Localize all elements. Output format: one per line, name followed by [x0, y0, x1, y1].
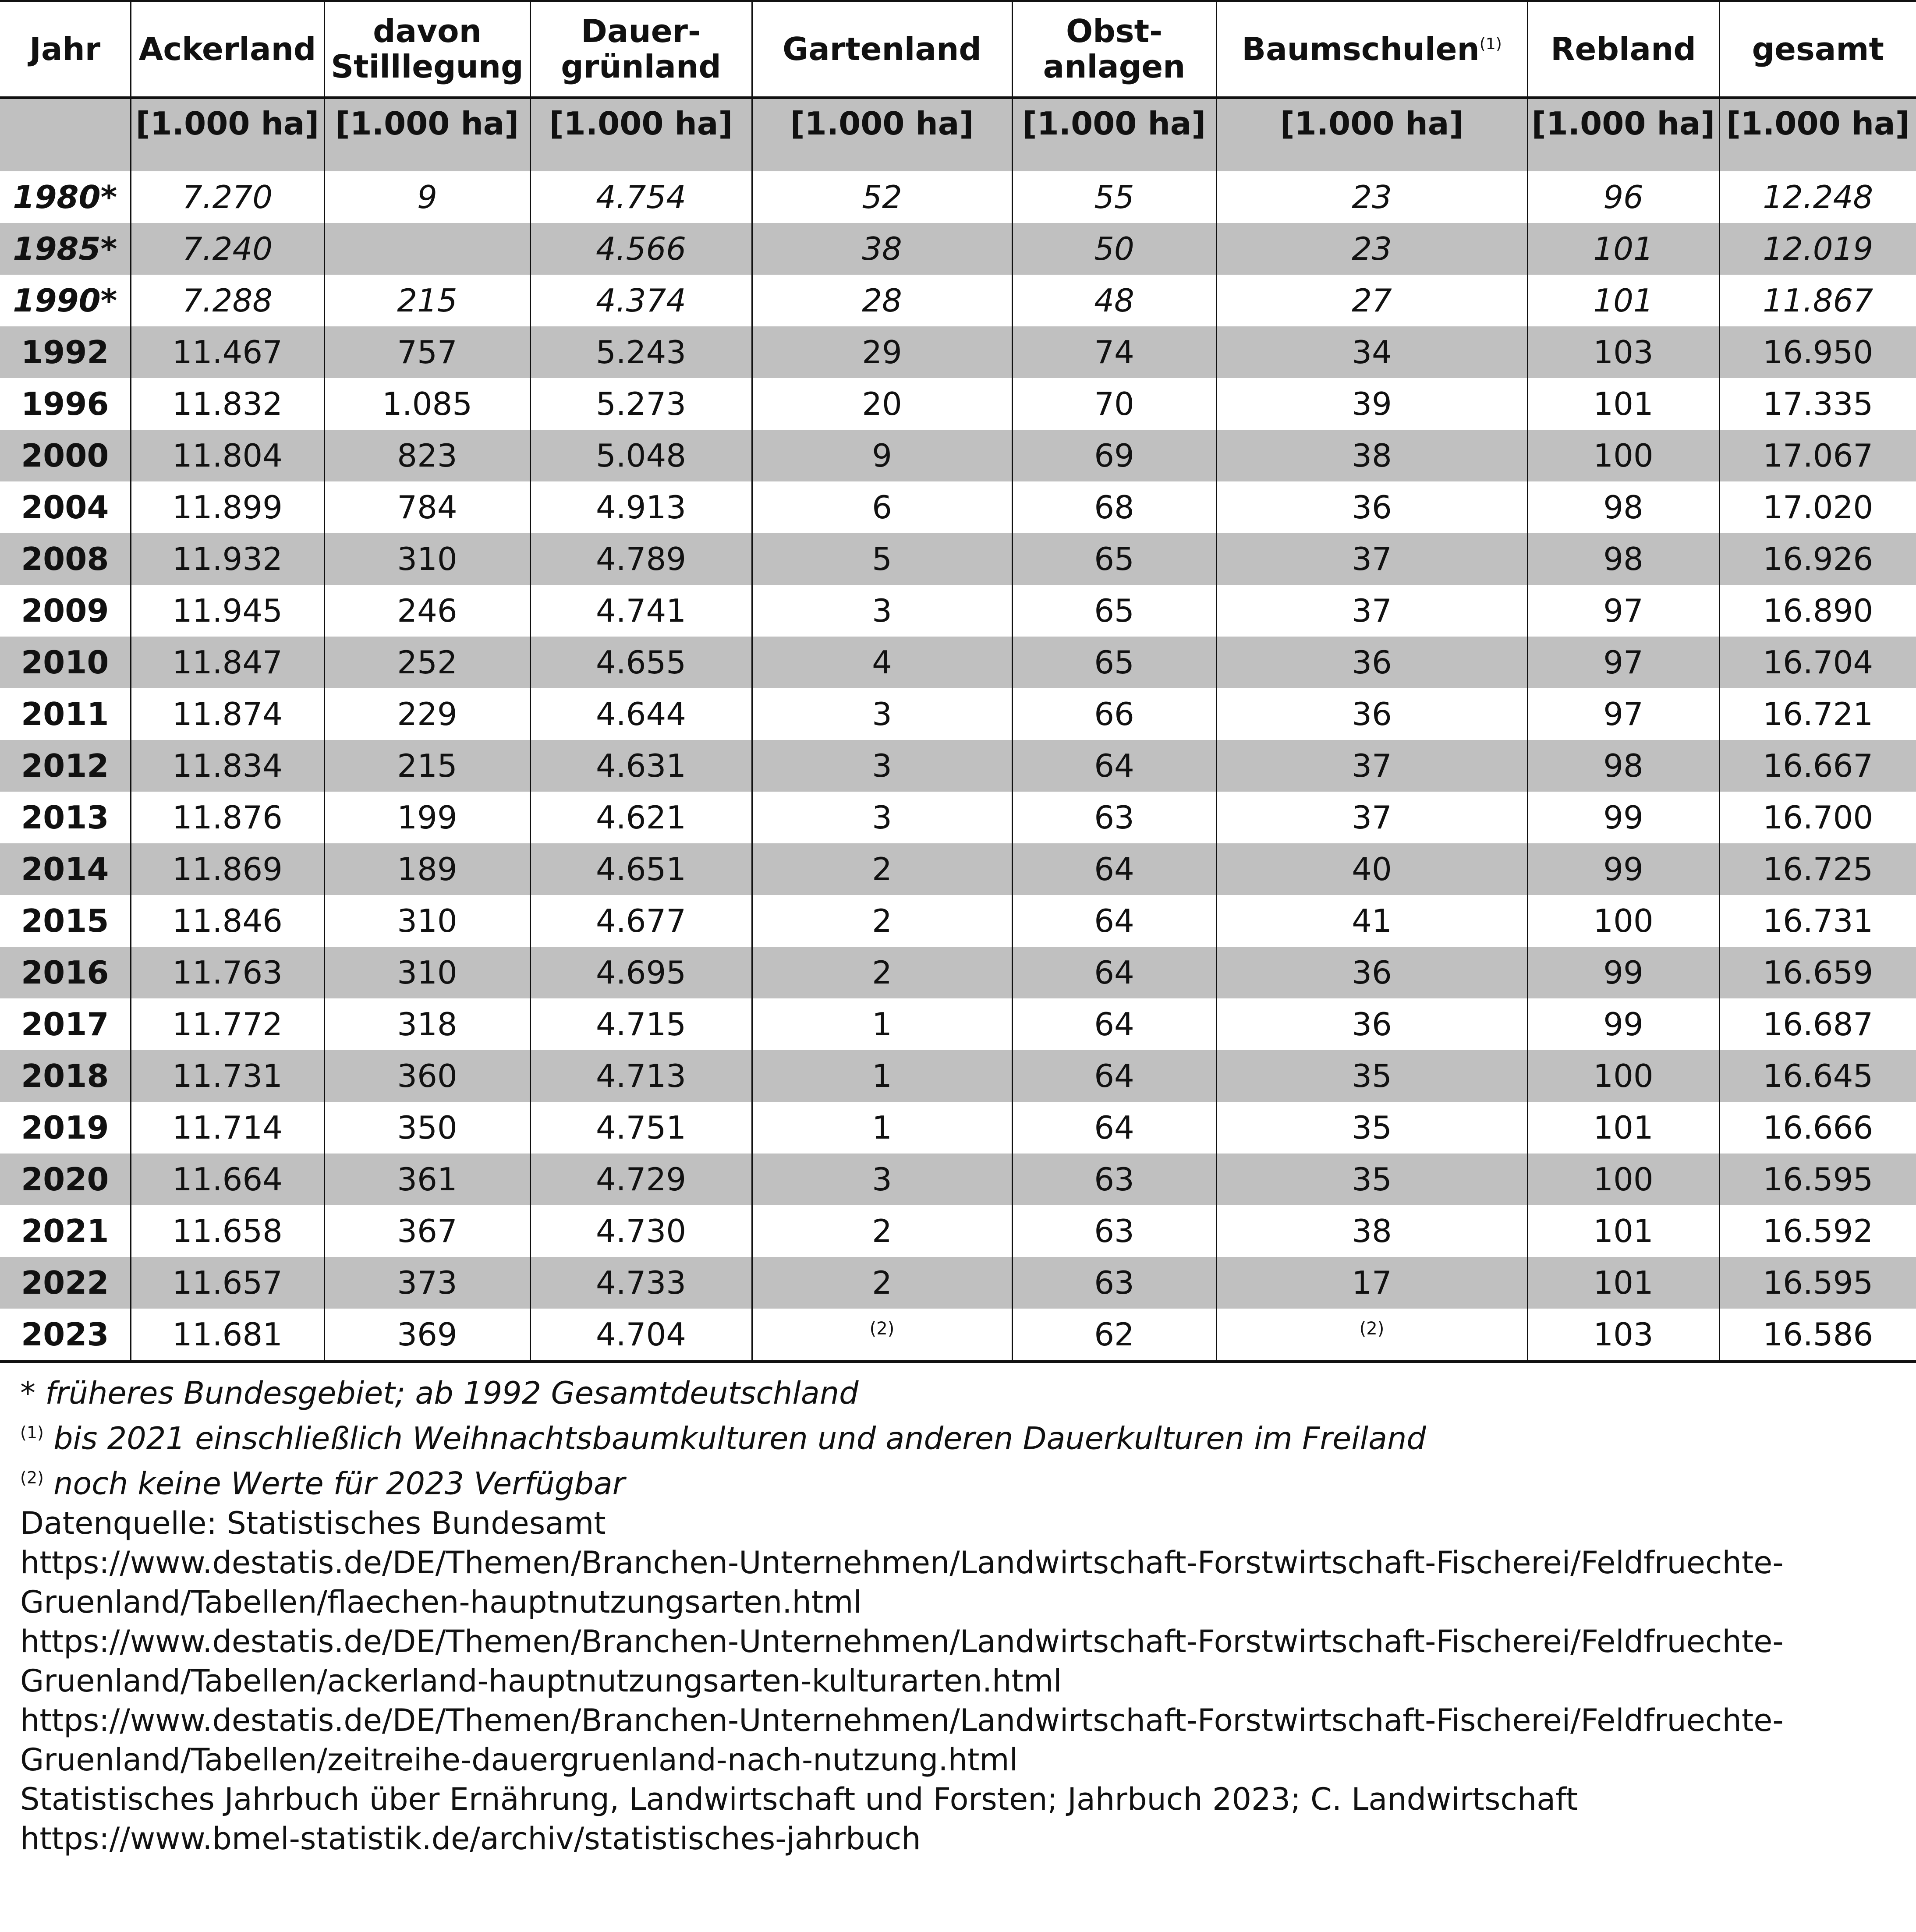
cell-jahr: 1985* — [0, 223, 131, 275]
cell-rebland: 101 — [1527, 223, 1719, 275]
cell-jahr: 2021 — [0, 1205, 131, 1257]
cell-dauergruenland: 4.751 — [530, 1102, 752, 1154]
cell-rebland: 96 — [1527, 171, 1719, 223]
cell-baumschulen: 37 — [1216, 533, 1527, 585]
cell-stilllegung: 215 — [324, 275, 530, 326]
cell-jahr: 2010 — [0, 637, 131, 688]
header-ackerland: Ackerland — [131, 1, 324, 98]
cell-dauergruenland: 5.243 — [530, 326, 752, 378]
cell-dauergruenland: 4.913 — [530, 481, 752, 533]
cell-ackerland: 11.899 — [131, 481, 324, 533]
cell-stilllegung: 310 — [324, 947, 530, 998]
unit-cell: [1.000 ha] — [1527, 98, 1719, 171]
header-gesamt: gesamt — [1719, 1, 1916, 98]
source-line: Gruenland/Tabellen/ackerland-hauptnutzungsarten-kulturarten.html — [20, 1663, 1062, 1699]
header-jahr: Jahr — [0, 1, 131, 98]
cell-stilllegung: 369 — [324, 1309, 530, 1362]
cell-baumschulen: 35 — [1216, 1154, 1527, 1205]
cell-ackerland: 11.874 — [131, 688, 324, 740]
cell-gartenland: 2 — [752, 895, 1012, 947]
footnote-2-mark: (2) — [20, 1468, 44, 1488]
table-row — [0, 637, 1916, 688]
cell-rebland: 100 — [1527, 1050, 1719, 1102]
cell-jahr: 2019 — [0, 1102, 131, 1154]
unit-cell: [1.000 ha] — [1012, 98, 1216, 171]
cell-ackerland: 11.847 — [131, 637, 324, 688]
cell-gesamt: 17.067 — [1719, 430, 1916, 481]
cell-ackerland: 11.681 — [131, 1309, 324, 1362]
cell-jahr: 1996 — [0, 378, 131, 430]
unit-cell — [0, 98, 131, 171]
cell-baumschulen: 37 — [1216, 740, 1527, 792]
cell-rebland: 99 — [1527, 947, 1719, 998]
table-row — [0, 895, 1916, 947]
header-obstanlagen: Obst- anlagen — [1012, 1, 1216, 98]
note-footnote-1 — [20, 1413, 1904, 1458]
unit-cell: [1.000 ha] — [324, 98, 530, 171]
cell-obstanlagen: 63 — [1012, 1257, 1216, 1309]
cell-gesamt: 16.666 — [1719, 1102, 1916, 1154]
cell-stilllegung: 361 — [324, 1154, 530, 1205]
cell-baumschulen: 34 — [1216, 326, 1527, 378]
cell-baumschulen: 39 — [1216, 378, 1527, 430]
table-row — [0, 171, 1916, 223]
table-row — [0, 223, 1916, 275]
cell-ackerland: 7.240 — [131, 223, 324, 275]
cell-baumschulen: 36 — [1216, 998, 1527, 1050]
cell-gesamt: 16.725 — [1719, 843, 1916, 895]
cell-baumschulen: 36 — [1216, 637, 1527, 688]
cell-obstanlagen: 68 — [1012, 481, 1216, 533]
unit-cell: [1.000 ha] — [1719, 98, 1916, 171]
cell-ackerland: 11.876 — [131, 792, 324, 843]
source-line: Statistisches Jahrbuch über Ernährung, Landwirtschaft und Forsten; Jahrbuch 2023; C. Landwirtschaft — [20, 1781, 1578, 1817]
cell-ackerland: 11.932 — [131, 533, 324, 585]
cell-gartenland: 52 — [752, 171, 1012, 223]
cell-obstanlagen: 64 — [1012, 740, 1216, 792]
cell-jahr: 1992 — [0, 326, 131, 378]
cell-gesamt: 16.926 — [1719, 533, 1916, 585]
cell-gartenland: 3 — [752, 740, 1012, 792]
cell-stilllegung: 199 — [324, 792, 530, 843]
cell-obstanlagen: 64 — [1012, 1102, 1216, 1154]
cell-baumschulen: 17 — [1216, 1257, 1527, 1309]
cell-dauergruenland: 4.704 — [530, 1309, 752, 1362]
cell-baumschulen — [1216, 1309, 1527, 1362]
cell-rebland: 100 — [1527, 895, 1719, 947]
cell-dauergruenland: 4.566 — [530, 223, 752, 275]
cell-jahr: 2012 — [0, 740, 131, 792]
cell-baumschulen: 37 — [1216, 585, 1527, 637]
cell-obstanlagen: 70 — [1012, 378, 1216, 430]
cell-ackerland: 11.664 — [131, 1154, 324, 1205]
cell-gartenland: 1 — [752, 1050, 1012, 1102]
cell-dauergruenland: 4.789 — [530, 533, 752, 585]
cell-baumschulen: 38 — [1216, 430, 1527, 481]
cell-jahr: 2023 — [0, 1309, 131, 1362]
cell-rebland: 98 — [1527, 481, 1719, 533]
cell-jahr: 2013 — [0, 792, 131, 843]
cell-rebland: 101 — [1527, 275, 1719, 326]
cell-rebland: 100 — [1527, 430, 1719, 481]
cell-ackerland: 7.288 — [131, 275, 324, 326]
cell-ackerland: 7.270 — [131, 171, 324, 223]
cell-rebland: 100 — [1527, 1154, 1719, 1205]
cell-ackerland: 11.869 — [131, 843, 324, 895]
cell-baumschulen: 27 — [1216, 275, 1527, 326]
cell-obstanlagen: 65 — [1012, 637, 1216, 688]
cell-ackerland: 11.945 — [131, 585, 324, 637]
cell-jahr: 2009 — [0, 585, 131, 637]
cell-gartenland: 3 — [752, 1154, 1012, 1205]
cell-ackerland: 11.804 — [131, 430, 324, 481]
cell-gartenland: 3 — [752, 792, 1012, 843]
cell-rebland: 99 — [1527, 998, 1719, 1050]
cell-gesamt: 16.890 — [1719, 585, 1916, 637]
cell-ackerland: 11.467 — [131, 326, 324, 378]
cell-obstanlagen: 63 — [1012, 792, 1216, 843]
cell-rebland: 101 — [1527, 1102, 1719, 1154]
cell-dauergruenland: 4.651 — [530, 843, 752, 895]
cell-jahr: 2011 — [0, 688, 131, 740]
unit-cell: [1.000 ha] — [752, 98, 1012, 171]
cell-jahr: 1980* — [0, 171, 131, 223]
cell-jahr: 1990* — [0, 275, 131, 326]
table-row — [0, 688, 1916, 740]
cell-baumschulen: 36 — [1216, 688, 1527, 740]
cell-stilllegung: 246 — [324, 585, 530, 637]
cell-dauergruenland: 5.273 — [530, 378, 752, 430]
cell-stilllegung: 252 — [324, 637, 530, 688]
cell-ackerland: 11.834 — [131, 740, 324, 792]
table-row — [0, 326, 1916, 378]
table-row — [0, 947, 1916, 998]
table-row — [0, 533, 1916, 585]
source-line: https://www.destatis.de/DE/Themen/Branchen-Unternehmen/Landwirtschaft-Forstwirtschaft-Fischerei/Feldfruechte- — [20, 1544, 1784, 1581]
cell-gartenland: 1 — [752, 1102, 1012, 1154]
cell-obstanlagen: 64 — [1012, 895, 1216, 947]
cell-obstanlagen: 64 — [1012, 998, 1216, 1050]
table-row — [0, 585, 1916, 637]
cell-obstanlagen: 48 — [1012, 275, 1216, 326]
table-row — [0, 998, 1916, 1050]
cell-gartenland: 20 — [752, 378, 1012, 430]
cell-obstanlagen: 63 — [1012, 1205, 1216, 1257]
cell-gesamt: 16.721 — [1719, 688, 1916, 740]
table-row — [0, 1309, 1916, 1362]
cell-gesamt: 17.335 — [1719, 378, 1916, 430]
header-stilllegung: davon Stilllegung — [324, 1, 530, 98]
table-row — [0, 1102, 1916, 1154]
header-baumschulen: Baumschulen$^{(1)}$ — [1216, 1, 1527, 98]
table-row — [0, 481, 1916, 533]
cell-gesamt: 16.731 — [1719, 895, 1916, 947]
cell-stilllegung: 823 — [324, 430, 530, 481]
unit-row — [0, 98, 1916, 171]
table-row — [0, 1154, 1916, 1205]
header-dauergruenland: Dauer- grünland — [530, 1, 752, 98]
cell-gartenland: 2 — [752, 1257, 1012, 1309]
cell-gartenland: 2 — [752, 1205, 1012, 1257]
cell-rebland: 103 — [1527, 326, 1719, 378]
cell-gesamt: 16.586 — [1719, 1309, 1916, 1362]
cell-jahr: 2020 — [0, 1154, 131, 1205]
cell-gesamt: 16.595 — [1719, 1257, 1916, 1309]
source-line: Gruenland/Tabellen/zeitreihe-dauergruenland-nach-nutzung.html — [20, 1741, 1018, 1778]
cell-gesamt: 12.019 — [1719, 223, 1916, 275]
table-row — [0, 1205, 1916, 1257]
cell-stilllegung: 1.085 — [324, 378, 530, 430]
cell-obstanlagen: 74 — [1012, 326, 1216, 378]
cell-dauergruenland: 4.374 — [530, 275, 752, 326]
cell-obstanlagen: 65 — [1012, 585, 1216, 637]
table-row — [0, 1050, 1916, 1102]
cell-ackerland: 11.763 — [131, 947, 324, 998]
cell-baumschulen: 35 — [1216, 1050, 1527, 1102]
footnote-2-text: noch keine Werte für 2023 Verfügbar — [43, 1465, 625, 1502]
cell-rebland: 103 — [1527, 1309, 1719, 1362]
cell-obstanlagen: 63 — [1012, 1154, 1216, 1205]
footnote-2-marker: (2) — [1359, 1319, 1385, 1339]
cell-dauergruenland: 4.730 — [530, 1205, 752, 1257]
cell-obstanlagen: 62 — [1012, 1309, 1216, 1362]
table-row — [0, 430, 1916, 481]
cell-rebland: 97 — [1527, 585, 1719, 637]
cell-gesamt: 16.687 — [1719, 998, 1916, 1050]
cell-rebland: 99 — [1527, 792, 1719, 843]
cell-baumschulen: 23 — [1216, 171, 1527, 223]
cell-dauergruenland: 4.729 — [530, 1154, 752, 1205]
cell-ackerland: 11.772 — [131, 998, 324, 1050]
cell-rebland: 101 — [1527, 378, 1719, 430]
cell-stilllegung: 757 — [324, 326, 530, 378]
cell-gartenland: 28 — [752, 275, 1012, 326]
cell-gartenland: 9 — [752, 430, 1012, 481]
cell-stilllegung: 318 — [324, 998, 530, 1050]
cell-gesamt: 16.645 — [1719, 1050, 1916, 1102]
cell-dauergruenland: 4.715 — [530, 998, 752, 1050]
cell-stilllegung: 360 — [324, 1050, 530, 1102]
cell-rebland: 101 — [1527, 1205, 1719, 1257]
cell-gesamt: 16.950 — [1719, 326, 1916, 378]
table-row — [0, 792, 1916, 843]
footnote-1-marker: (1) — [1479, 35, 1502, 53]
note-star: * früheres Bundesgebiet; ab 1992 Gesamtdeutschland — [20, 1375, 859, 1411]
cell-ackerland: 11.714 — [131, 1102, 324, 1154]
table-body — [0, 171, 1916, 1362]
footnote-1-text: bis 2021 einschließlich Weihnachtsbaumkulturen und anderen Dauerkulturen im Freiland — [43, 1420, 1426, 1457]
footnote-2-marker: (2) — [869, 1319, 895, 1339]
header-rebland: Rebland — [1527, 1, 1719, 98]
cell-stilllegung: 229 — [324, 688, 530, 740]
cell-ackerland: 11.846 — [131, 895, 324, 947]
cell-gartenland: 29 — [752, 326, 1012, 378]
cell-gartenland: 4 — [752, 637, 1012, 688]
cell-dauergruenland: 4.655 — [530, 637, 752, 688]
cell-dauergruenland: 4.733 — [530, 1257, 752, 1309]
cell-gartenland: 2 — [752, 947, 1012, 998]
cell-gartenland: 6 — [752, 481, 1012, 533]
cell-gesamt: 17.020 — [1719, 481, 1916, 533]
source-line: https://www.bmel-statistik.de/archiv/statistisches-jahrbuch — [20, 1820, 921, 1857]
cell-obstanlagen: 66 — [1012, 688, 1216, 740]
cell-baumschulen: 40 — [1216, 843, 1527, 895]
cell-obstanlagen: 50 — [1012, 223, 1216, 275]
unit-cell: [1.000 ha] — [131, 98, 324, 171]
cell-gartenland: 1 — [752, 998, 1012, 1050]
cell-jahr: 2018 — [0, 1050, 131, 1102]
cell-gartenland: 2 — [752, 843, 1012, 895]
cell-gesamt: 12.248 — [1719, 171, 1916, 223]
cell-dauergruenland: 5.048 — [530, 430, 752, 481]
cell-stilllegung: 367 — [324, 1205, 530, 1257]
cell-rebland: 97 — [1527, 688, 1719, 740]
cell-gesamt: 16.667 — [1719, 740, 1916, 792]
cell-stilllegung: 9 — [324, 171, 530, 223]
footnotes — [20, 1373, 1904, 1858]
cell-stilllegung — [324, 223, 530, 275]
cell-dauergruenland: 4.644 — [530, 688, 752, 740]
table-row — [0, 378, 1916, 430]
cell-ackerland: 11.832 — [131, 378, 324, 430]
cell-rebland: 101 — [1527, 1257, 1719, 1309]
footnote-1-mark: (1) — [20, 1423, 44, 1442]
cell-dauergruenland: 4.741 — [530, 585, 752, 637]
source-line: https://www.destatis.de/DE/Themen/Branchen-Unternehmen/Landwirtschaft-Forstwirtschaft-Fischerei/Feldfruechte- — [20, 1623, 1784, 1660]
cell-gesamt: 16.659 — [1719, 947, 1916, 998]
unit-cell: [1.000 ha] — [1216, 98, 1527, 171]
source-label: Datenquelle: Statistisches Bundesamt — [20, 1505, 606, 1541]
cell-jahr: 2004 — [0, 481, 131, 533]
note-footnote-2 — [20, 1458, 1904, 1503]
cell-baumschulen: 41 — [1216, 895, 1527, 947]
cell-gesamt: 11.867 — [1719, 275, 1916, 326]
cell-jahr: 2000 — [0, 430, 131, 481]
cell-dauergruenland: 4.754 — [530, 171, 752, 223]
cell-jahr: 2022 — [0, 1257, 131, 1309]
cell-obstanlagen: 55 — [1012, 171, 1216, 223]
cell-rebland: 99 — [1527, 843, 1719, 895]
cell-rebland: 98 — [1527, 740, 1719, 792]
cell-gartenland: 3 — [752, 688, 1012, 740]
cell-gartenland: 3 — [752, 585, 1012, 637]
cell-ackerland: 11.657 — [131, 1257, 324, 1309]
cell-gesamt: 16.704 — [1719, 637, 1916, 688]
cell-stilllegung: 189 — [324, 843, 530, 895]
cell-gesamt: 16.592 — [1719, 1205, 1916, 1257]
cell-baumschulen: 38 — [1216, 1205, 1527, 1257]
source-line: https://www.destatis.de/DE/Themen/Branchen-Unternehmen/Landwirtschaft-Forstwirtschaft-Fischerei/Feldfruechte- — [20, 1702, 1784, 1738]
cell-obstanlagen: 64 — [1012, 947, 1216, 998]
cell-baumschulen: 37 — [1216, 792, 1527, 843]
cell-stilllegung: 310 — [324, 895, 530, 947]
cell-gesamt: 16.700 — [1719, 792, 1916, 843]
cell-rebland: 97 — [1527, 637, 1719, 688]
table-row — [0, 740, 1916, 792]
cell-stilllegung: 310 — [324, 533, 530, 585]
cell-gartenland — [752, 1309, 1012, 1362]
cell-gartenland: 5 — [752, 533, 1012, 585]
cell-dauergruenland: 4.695 — [530, 947, 752, 998]
table-row — [0, 843, 1916, 895]
cell-dauergruenland: 4.631 — [530, 740, 752, 792]
cell-jahr: 2017 — [0, 998, 131, 1050]
header-gartenland: Gartenland — [752, 1, 1012, 98]
cell-dauergruenland: 4.621 — [530, 792, 752, 843]
table-row — [0, 275, 1916, 326]
cell-obstanlagen: 64 — [1012, 1050, 1216, 1102]
cell-obstanlagen: 69 — [1012, 430, 1216, 481]
header-row — [0, 1, 1916, 98]
cell-gartenland: 38 — [752, 223, 1012, 275]
cell-jahr: 2008 — [0, 533, 131, 585]
source-line: Gruenland/Tabellen/flaechen-hauptnutzungsarten.html — [20, 1584, 862, 1620]
cell-baumschulen: 35 — [1216, 1102, 1527, 1154]
cell-stilllegung: 784 — [324, 481, 530, 533]
cell-baumschulen: 36 — [1216, 947, 1527, 998]
cell-obstanlagen: 64 — [1012, 843, 1216, 895]
cell-rebland: 98 — [1527, 533, 1719, 585]
cell-jahr: 2015 — [0, 895, 131, 947]
cell-jahr: 2016 — [0, 947, 131, 998]
cell-stilllegung: 215 — [324, 740, 530, 792]
cell-jahr: 2014 — [0, 843, 131, 895]
cell-baumschulen: 36 — [1216, 481, 1527, 533]
cell-ackerland: 11.731 — [131, 1050, 324, 1102]
unit-cell: [1.000 ha] — [530, 98, 752, 171]
cell-dauergruenland: 4.713 — [530, 1050, 752, 1102]
cell-ackerland: 11.658 — [131, 1205, 324, 1257]
table-row — [0, 1257, 1916, 1309]
cell-baumschulen: 23 — [1216, 223, 1527, 275]
cell-stilllegung: 373 — [324, 1257, 530, 1309]
cell-obstanlagen: 65 — [1012, 533, 1216, 585]
cell-dauergruenland: 4.677 — [530, 895, 752, 947]
cell-gesamt: 16.595 — [1719, 1154, 1916, 1205]
cell-stilllegung: 350 — [324, 1102, 530, 1154]
